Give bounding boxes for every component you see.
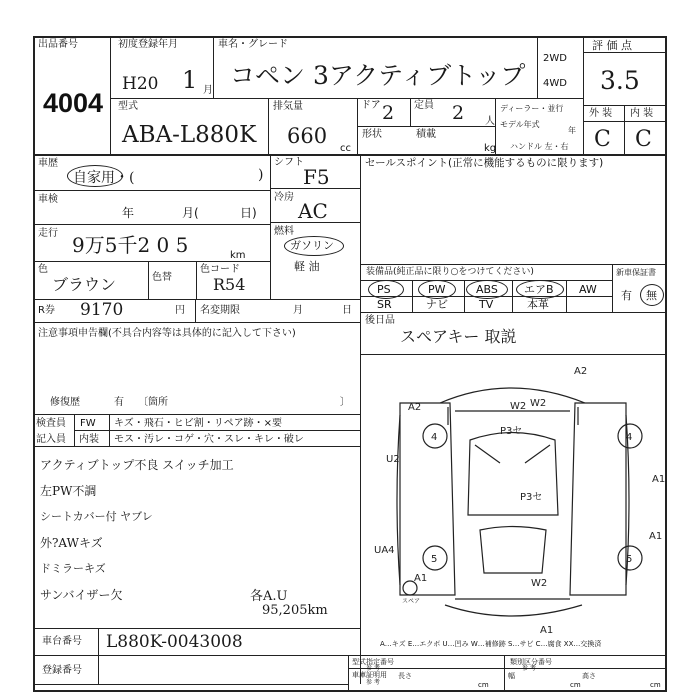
inspection-year: 年 [122, 206, 135, 220]
color-value: ブラウン [52, 275, 117, 294]
type-value: ABA-L880K [122, 122, 257, 148]
fuel-label: 燃料 [274, 226, 294, 237]
width-label: 幅 [508, 672, 515, 680]
circle-manual-no [640, 284, 664, 306]
mileage-value: 9万5千2 0 5 [72, 233, 189, 257]
fuel-diesel: 軽 油 [294, 260, 320, 273]
inspector-code-1: FW [80, 418, 96, 429]
sales-point-label: セールスポイント(正常に機能するものに限ります) [365, 157, 604, 169]
recycle-label: R券 [38, 305, 55, 316]
int-value: C [635, 127, 652, 152]
inspector-code-2: 内装 [79, 434, 99, 445]
manual-yes: 有 [621, 289, 632, 302]
length-label: 長さ [398, 672, 412, 680]
diagram-label: A1 [414, 573, 428, 584]
color-code-value: R54 [213, 275, 246, 294]
inspection-day: 日) [240, 206, 257, 220]
shape-label: 形状 [362, 129, 382, 140]
notes-label: 注意事項申告欄(不具合内容等は具体的に記入して下さい) [38, 328, 296, 339]
lot-number: 4004 [43, 88, 104, 118]
remark-line: 外?AWキズ [40, 536, 103, 550]
inspector-row-2: モス・汚レ・コゲ・穴・スレ・キレ・破レ [114, 434, 304, 445]
model-year-label: モデル年式 [500, 120, 540, 129]
first-reg-month: 1 [182, 66, 198, 94]
inspector-row-1: キズ・飛石・ヒビ割・リペア跡・×要 [114, 418, 282, 429]
remark-line: 左PW不調 [40, 484, 97, 498]
expiry-month: 月 [293, 305, 303, 316]
lot-label: 出品番号 [38, 39, 78, 50]
grade-value: 3.5 [600, 66, 640, 95]
chassis-value: L880K-0043008 [106, 632, 243, 652]
equip-airbag: エアB [524, 283, 554, 296]
grade-label: 評 価 点 [592, 39, 632, 52]
diagram-label: 4 [626, 432, 633, 443]
dealer-label: ディーラー・並行 [500, 104, 564, 113]
color-code-label: 色コード [200, 264, 240, 275]
capacity-label: 定員 [414, 100, 434, 111]
type-designation-ref: 参 考 [366, 665, 380, 672]
diagram-label: UA4 [374, 545, 395, 556]
repair-has: 有 [114, 397, 124, 408]
displacement-unit: cc [340, 143, 351, 154]
diagram-label: A1 [649, 531, 663, 542]
frame-left [33, 36, 35, 692]
equip-tv: TV [479, 298, 494, 311]
color-change-label: 色替 [152, 272, 172, 283]
capacity-unit: 人 [485, 116, 495, 127]
remarks-list [40, 456, 350, 612]
shift-label: シフト [274, 157, 304, 168]
drive-2wd: 2WD [543, 53, 567, 64]
manual-no: 無 [646, 289, 657, 302]
repair-label: 修復歴 [50, 397, 80, 408]
length-unit: cm [478, 681, 489, 689]
ext-value: C [594, 127, 611, 152]
repair-part: 〔箇所 [138, 397, 168, 408]
manual-label: 新車保証書 [616, 268, 656, 277]
remarks-sign: 各A.U [250, 589, 288, 604]
drive-4wd: 4WD [543, 78, 567, 89]
circle-pw [418, 280, 456, 299]
remark-line: シートカバー付 ヤブレ [40, 510, 153, 523]
equip-ps: PS [377, 283, 391, 296]
doors-label: ドア [361, 100, 381, 111]
car-damage-diagram [360, 355, 666, 655]
accessories-value: スペアキー 取説 [400, 327, 517, 346]
displacement-label: 排気量 [273, 101, 303, 112]
handle-label: ハンドル 左・右 [510, 142, 569, 151]
shift-value: F5 [303, 165, 330, 189]
class-ref: 参 考 [522, 665, 536, 672]
color-label: 色 [38, 264, 48, 275]
model-name: コペン 3アクティブトップ [230, 61, 526, 90]
equipment-label: 装備品(純正品に限り○をつけてください) [366, 267, 534, 277]
model-label: 車名・グレード [218, 39, 288, 50]
first-reg-label: 初度登録年月 [118, 39, 178, 50]
equip-aw: AW [579, 283, 597, 296]
diagram-label: 4 [431, 432, 438, 443]
equip-sr: SR [377, 298, 392, 311]
ac-label: 冷房 [274, 192, 294, 203]
fuel-gasoline: ガソリン [290, 239, 334, 252]
frame-top [33, 36, 667, 38]
reg-label: 登録番号 [42, 665, 82, 676]
first-reg-month-unit: 月 [203, 85, 213, 96]
diagram-label: P3セ [500, 426, 523, 437]
class-label: 類別区分番号 [510, 658, 552, 666]
history-label: 車歴 [38, 158, 58, 169]
diagram-label: P3セ [520, 492, 543, 503]
mileage-label: 走行 [38, 228, 58, 239]
inspection-label: 車検 [38, 194, 58, 205]
diagram-label: A1 [652, 474, 666, 485]
capacity-value: 2 [452, 102, 465, 124]
diagram-label: A2 [574, 366, 588, 377]
spare-label: スペア [402, 598, 421, 605]
repair-close: 〕 [340, 397, 350, 408]
diagram-label: 5 [626, 554, 633, 565]
equip-pw: PW [428, 283, 446, 296]
equip-abs: ABS [476, 283, 498, 296]
diagram-label: 5 [431, 554, 438, 565]
height-label: 高さ [582, 672, 596, 680]
inspector-label-2: 記入員 [36, 434, 66, 445]
remarks-mileage: 95,205km [262, 603, 328, 618]
history-value: 自家用・( [73, 170, 135, 186]
type-designation-label: 型式指定番号 [352, 658, 394, 666]
circle-ps [368, 280, 404, 299]
mileage-unit: km [230, 250, 246, 261]
diagram-label: U2 [386, 454, 400, 465]
diagram-label: W2 [530, 398, 547, 409]
history-close: ) [258, 167, 264, 183]
expiry-label: 名変期限 [200, 305, 240, 316]
remark-line: ドミラーキズ [40, 562, 106, 575]
model-year-unit: 年 [568, 126, 576, 135]
first-reg-year: H20 [122, 74, 159, 94]
equip-leather: 本革 [527, 298, 549, 311]
inspection-month: 月( [182, 206, 199, 220]
ac-value: AC [298, 199, 328, 223]
diagram-label: A2 [408, 402, 422, 413]
expiry-day: 日 [342, 305, 352, 316]
load-label: 積載 [416, 129, 436, 140]
ext-label: 外 装 [589, 108, 613, 119]
remark-line: アクティブトップ不良 スイッチ加工 [40, 458, 234, 472]
recycle-unit: 円 [175, 305, 185, 316]
displacement-value: 660 [287, 124, 328, 148]
load-unit: kg [484, 143, 497, 154]
circle-abs [466, 280, 508, 299]
diagram-label: W2 [510, 401, 527, 412]
circle-airbag [516, 280, 564, 299]
diagram-label: W2 [531, 578, 548, 589]
recycle-value: 9170 [80, 300, 124, 320]
height-unit: cm [650, 681, 661, 689]
diagram-legend: A…キズ E…エクボ U…凹み W…補修跡 S…サビ C…腐食 XX…交換済 [380, 640, 602, 648]
width-unit: cm [570, 681, 581, 689]
cert-ref: 参 考 [366, 679, 380, 686]
type-label: 型式 [118, 101, 138, 112]
equip-navi: ナビ [426, 298, 448, 311]
cert-label: 車庫証明用 [352, 671, 387, 679]
inspector-label-1: 検査員 [36, 418, 66, 429]
chassis-label: 車台番号 [42, 636, 82, 647]
diagram-label: A1 [540, 625, 554, 636]
int-label: 内 装 [630, 108, 654, 119]
accessories-label: 後日品 [365, 315, 395, 326]
remark-line: サンバイザー欠 [40, 588, 123, 602]
doors-value: 2 [382, 102, 395, 124]
